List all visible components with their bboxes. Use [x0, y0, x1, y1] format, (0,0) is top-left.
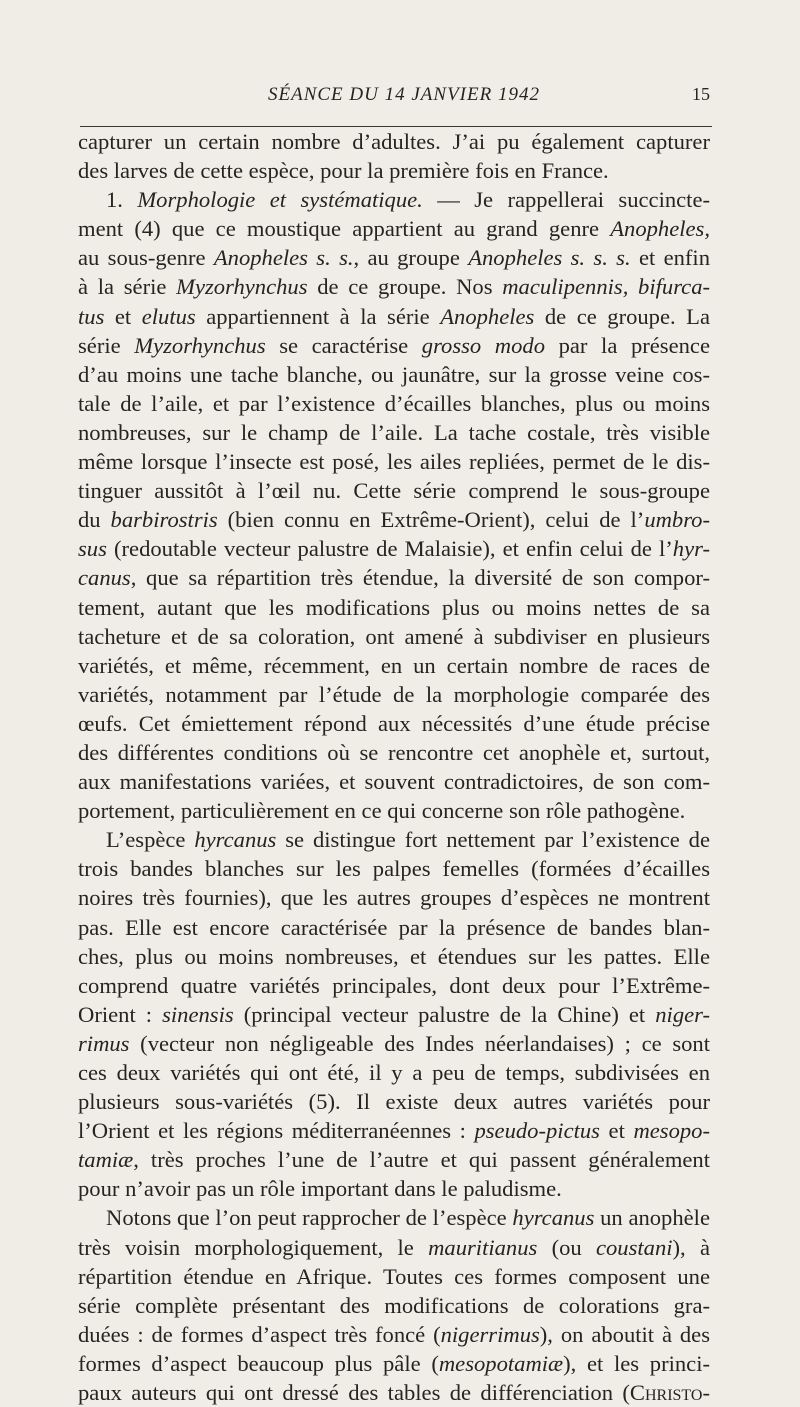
text-line: [78, 534, 710, 563]
text-segment: œufs. Cet émiettement répond aux nécessités d’une étude précise: [78, 710, 710, 736]
text-segment: comprend quatre variétés principales, dont deux pour l’Extrême-: [78, 972, 710, 998]
text-line: [78, 418, 710, 447]
italic-text: Anopheles s. s.: [213, 245, 354, 271]
text-segment: pour n’avoir pas un rôle important dans le paludisme.: [78, 1176, 562, 1202]
italic-text: hyrcanus: [512, 1205, 595, 1231]
text-segment: ), et les princi-: [563, 1350, 710, 1376]
running-header: [78, 78, 710, 118]
text-segment: plusieurs sous-variétés (5). Il existe deux autres variétés pour: [78, 1089, 710, 1115]
text-line: [78, 796, 710, 825]
text-line: [78, 1262, 710, 1291]
text-line: [78, 1378, 710, 1407]
text-line: [78, 825, 710, 854]
text-line: [78, 1233, 710, 1262]
text-line: [78, 1087, 710, 1116]
text-segment: tale de l’aile, et par l’existence d’écailles blanches, plus ou moins: [78, 390, 710, 416]
text-line: [78, 767, 710, 796]
text-line: [78, 156, 710, 185]
italic-text: Anopheles s. s. s.: [468, 245, 631, 271]
italic-text: mesopo-: [633, 1118, 710, 1144]
text-line: [78, 1029, 710, 1058]
italic-text: Morphologie et systématique.: [137, 187, 423, 213]
text-segment: série complète présentant des modifications de colorations gra-: [78, 1292, 710, 1318]
text-segment: (bien connu en Extrême-Orient), celui de l’: [217, 507, 645, 533]
text-line: [78, 1174, 710, 1203]
text-line: [78, 1291, 710, 1320]
text-segment: appartiennent à la série: [195, 303, 441, 329]
text-segment: l’Orient et les régions méditerranéennes :: [78, 1118, 475, 1144]
text-segment: même lorsque l’insecte est posé, les ailes repliées, permet de le dis-: [78, 449, 710, 475]
text-segment: aux manifestations variées, et souvent contradictoires, de son com-: [78, 769, 710, 795]
text-line: [78, 447, 710, 476]
running-title: SÉANCE DU 14 JANVIER 1942: [268, 84, 540, 105]
text-segment: de ce groupe. La: [534, 303, 710, 329]
text-line: [78, 651, 710, 680]
text-line: [78, 854, 710, 883]
page-number: 15: [692, 84, 710, 104]
text-segment: et: [599, 1118, 634, 1144]
text-line: [78, 709, 710, 738]
body-text: [78, 127, 710, 1407]
text-segment: L’espèce: [106, 827, 195, 853]
italic-text: nigerrimus: [440, 1321, 540, 1347]
text-segment: formes d’aspect beaucoup plus pâle (: [78, 1350, 439, 1376]
text-segment: (principal vecteur palustre de la Chine) et: [233, 1001, 656, 1027]
text-segment: à la série: [78, 274, 177, 300]
italic-text: niger-: [655, 1001, 711, 1027]
text-line: [78, 563, 710, 592]
text-segment: paux auteurs qui ont dressé des tables de différenciation (: [78, 1380, 630, 1406]
italic-text: grosso modo: [421, 332, 546, 358]
text-segment: un anophèle: [594, 1205, 710, 1231]
italic-text: Anopheles: [440, 303, 535, 329]
text-line: [78, 971, 710, 1000]
text-segment: tement, autant que les modifications plus ou moins nettes de sa: [78, 594, 710, 620]
italic-text: elutus: [141, 303, 196, 329]
text-segment: nombreuses, sur le champ de l’aile. La tache costale, très visible: [78, 419, 710, 445]
text-line: [78, 1320, 710, 1349]
text-segment: du: [78, 507, 111, 533]
italic-text: umbro-: [644, 507, 710, 533]
text-line: [78, 738, 710, 767]
text-segment: très voisin morphologiquement, le: [78, 1234, 429, 1260]
text-segment: se caractérise: [265, 332, 422, 358]
text-line: [78, 1203, 710, 1232]
text-segment: , que sa répartition très étendue, la diversité de son compor-: [130, 565, 710, 591]
text-segment: se distingue fort nettement par l’existence de: [276, 827, 711, 853]
text-line: [78, 593, 710, 622]
text-segment: tinguer aussitôt à l’œil nu. Cette série comprend le sous-groupe: [78, 478, 710, 504]
text-line: [78, 883, 710, 912]
text-line: [78, 1116, 710, 1145]
text-segment: capturer un certain nombre d’adultes. J’ai pu également capturer: [78, 129, 710, 154]
text-segment: ), on aboutit à des: [539, 1321, 710, 1347]
text-line: [78, 272, 710, 301]
text-line: [78, 942, 710, 971]
text-segment: des différentes conditions où se rencontre cet anophèle et, surtout,: [78, 739, 710, 765]
italic-text: Myzorhynchus: [134, 332, 266, 358]
text-segment: série: [78, 332, 135, 358]
text-segment: Orient :: [78, 1001, 163, 1027]
italic-text: canus: [78, 565, 131, 591]
italic-text: rimus: [78, 1030, 130, 1056]
text-line: [78, 127, 710, 156]
italic-text: maculipennis, bifurca-: [502, 274, 711, 300]
text-segment: (ou: [537, 1234, 596, 1260]
text-segment: , très proches l’une de l’autre et qui passent généralement: [133, 1147, 710, 1173]
text-line: [78, 185, 710, 214]
small-caps-text: Christo-: [629, 1380, 710, 1406]
italic-text: Myzorhynchus: [176, 274, 308, 300]
text-segment: des larves de cette espèce, pour la première fois en France.: [78, 158, 609, 184]
text-segment: noires très fournies), que les autres groupes d’espèces ne montrent: [78, 885, 710, 911]
text-segment: , au groupe: [353, 245, 469, 271]
text-segment: pas. Elle est encore caractérisée par la présence de bandes blan-: [78, 914, 710, 940]
text-line: [78, 1145, 710, 1174]
text-segment: et: [104, 303, 142, 329]
text-line: [78, 680, 710, 709]
text-line: [78, 360, 710, 389]
text-segment: trois bandes blanches sur les palpes femelles (formées d’écailles: [78, 856, 710, 882]
text-segment: ), à: [672, 1234, 710, 1260]
text-line: [78, 622, 710, 651]
text-line: [78, 389, 710, 418]
text-segment: répartition étendue en Afrique. Toutes ces formes composent une: [78, 1263, 710, 1289]
text-segment: et enfin: [630, 245, 711, 271]
text-line: [78, 1000, 710, 1029]
italic-text: pseudo-pictus: [474, 1118, 600, 1144]
text-segment: tacheture et de sa coloration, ont amené à subdiviser en plusieurs: [78, 623, 710, 649]
text-segment: d’au moins une tache blanche, ou jaunâtre, sur la grosse veine cos-: [78, 361, 710, 387]
text-line: [78, 505, 710, 534]
text-segment: par la présence: [545, 332, 710, 358]
text-segment: 1.: [106, 187, 138, 213]
text-segment: Notons que l’on peut rapprocher de l’espèce: [106, 1205, 513, 1231]
italic-text: mauritianus: [428, 1234, 538, 1260]
text-segment: ment (4) que ce moustique appartient au grand genre: [78, 216, 611, 242]
text-segment: — Je rappellerai succincte-: [422, 187, 711, 213]
text-line: [78, 302, 710, 331]
text-line: [78, 913, 710, 942]
italic-text: hyrcanus: [194, 827, 277, 853]
text-segment: duées : de formes d’aspect très foncé (: [78, 1321, 441, 1347]
text-segment: ches, plus ou moins nombreuses, et étendues sur les pattes. Elle: [78, 943, 710, 969]
text-line: [78, 1058, 710, 1087]
italic-text: Anopheles,: [610, 216, 710, 242]
italic-text: coustani: [595, 1234, 673, 1260]
text-line: [78, 331, 710, 360]
text-segment: (redoutable vecteur palustre de Malaisie), et enfin celui de l’: [106, 536, 673, 562]
italic-text: tus: [78, 303, 105, 329]
text-line: [78, 476, 710, 505]
text-segment: portement, particulièrement en ce qui concerne son rôle pathogène.: [78, 798, 686, 824]
italic-text: tamiæ: [78, 1147, 134, 1173]
italic-text: sus: [78, 536, 107, 562]
text-segment: ces deux variétés qui ont été, il y a peu de temps, subdivisées en: [78, 1060, 710, 1085]
text-segment: de ce groupe. Nos: [307, 274, 503, 300]
text-segment: variétés, notamment par l’étude de la morphologie comparée des: [78, 681, 710, 707]
italic-text: hyr-: [672, 536, 710, 562]
text-segment: (vecteur non négligeable des Indes néerlandaises) ; ce sont: [129, 1030, 710, 1056]
text-segment: variétés, et même, récemment, en un certain nombre de races de: [78, 652, 710, 678]
italic-text: sinensis: [162, 1001, 234, 1027]
italic-text: mesopotamiæ: [438, 1350, 564, 1376]
text-line: [78, 214, 710, 243]
text-line: [78, 243, 710, 272]
text-segment: au sous-genre: [78, 245, 214, 271]
italic-text: barbirostris: [110, 507, 218, 533]
text-line: [78, 1349, 710, 1378]
